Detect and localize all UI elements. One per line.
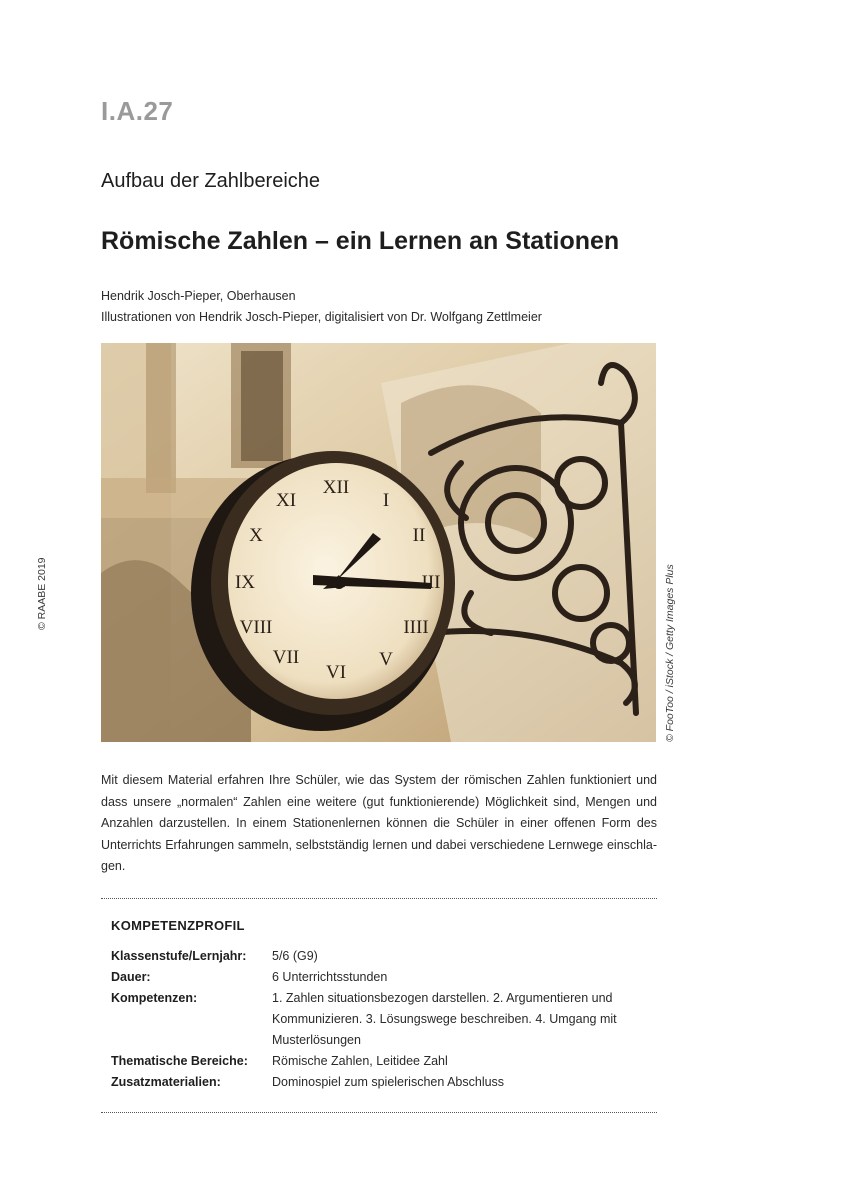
- unit-code: I.A.27: [101, 96, 174, 126]
- numeral-12: XII: [322, 477, 350, 498]
- numeral-4: IIII: [403, 617, 429, 638]
- profile-key: Kompetenzen:: [111, 991, 198, 1005]
- section-title: Aufbau der Zahlbereiche: [101, 170, 321, 192]
- numeral-8: VIII: [239, 617, 273, 638]
- author-line: Hendrik Josch-Pieper, Oberhausen: [101, 289, 296, 303]
- profile-value: Römische Zahlen, Leitidee Zahl: [272, 1054, 448, 1068]
- profile-value: 1. Zahlen situationsbezogen darstellen. 2. Argumentieren und Kommunizieren. 3. Lösungswege beschreiben. 4. Umgang mit Musterlösungen: [272, 991, 617, 1047]
- profile-key: Dauer:: [111, 970, 151, 984]
- numeral-5: V: [379, 649, 393, 670]
- profile-value: 6 Unterrichtsstunden: [272, 970, 388, 984]
- clock-photo: [101, 343, 656, 742]
- numeral-7: VII: [272, 647, 300, 668]
- numeral-9: IX: [234, 572, 256, 593]
- illustrator-line: Illustrationen von Hendrik Josch-Pieper, digitalisiert von Dr. Wolfgang Zettlmeier: [101, 310, 542, 324]
- numeral-10: X: [249, 525, 263, 546]
- intro-paragraph: Mit diesem Material erfahren Ihre Schüler, wie das System der römischen Zahlen funktioniert und dass unsere „normalen“ Zahlen eine weitere (gut funktionierende) Möglichkeit sind, Mengen und Anzahlen darzustellen. In einem Stationenlernen können die Schüler in einer offenen Form des Unterrichts Erfahrungen sammeln, selbstständig lernen und dabei verschiedene Lernwege einschla-gen.: [101, 773, 657, 873]
- divider-bottom: [101, 1112, 657, 1113]
- numeral-3: III: [421, 572, 441, 593]
- profile-value: Dominospiel zum spielerischen Abschluss: [272, 1075, 505, 1089]
- profile-key: Zusatzmaterialien:: [111, 1075, 221, 1089]
- page-title: Römische Zahlen – ein Lernen an Stationen: [101, 227, 620, 255]
- profile-key: Klassenstufe/Lernjahr:: [111, 949, 247, 963]
- divider-top: [101, 898, 657, 899]
- author-block: [101, 286, 542, 328]
- numeral-2: II: [412, 525, 426, 546]
- photo-credit: © FooToo / iStock / Getty Images Plus: [664, 564, 676, 742]
- numeral-11: XI: [275, 490, 297, 511]
- competence-profile-heading: KOMPETENZPROFIL: [111, 918, 245, 933]
- profile-value: 5/6 (G9): [272, 949, 318, 963]
- copyright-label: © RAABE 2019: [36, 557, 48, 630]
- numeral-6: VI: [325, 662, 347, 683]
- profile-key: Thematische Bereiche:: [111, 1054, 248, 1068]
- numeral-1: I: [382, 490, 390, 511]
